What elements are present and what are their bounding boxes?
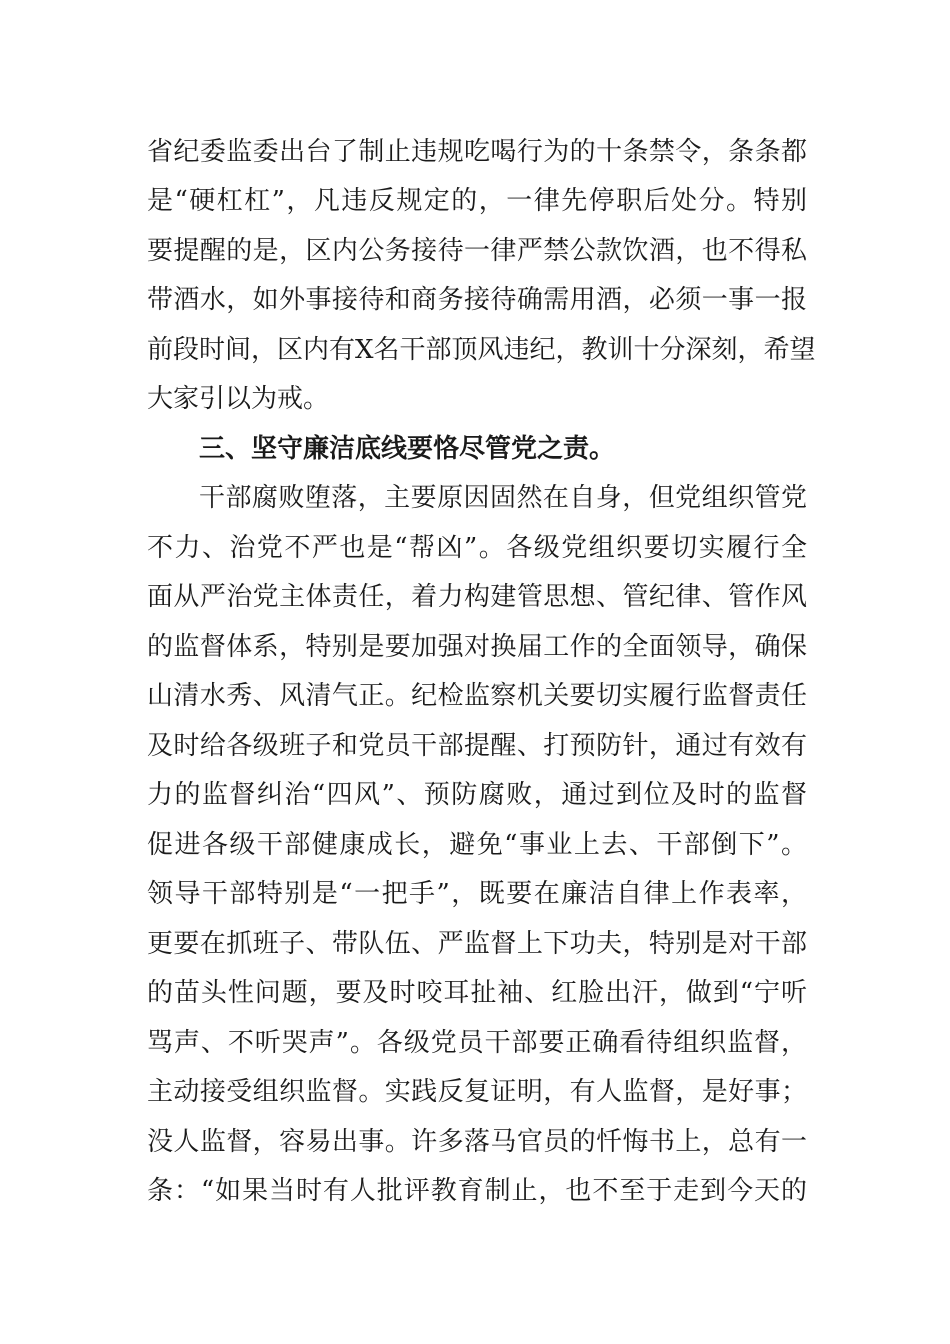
paragraph-2-line-7: 力的监督纠治“四风”、预防腐败，通过到位及时的监督 <box>147 780 807 810</box>
paragraph-2-line-4: 的监督体系，特别是要加强对换届工作的全面领导，确保 <box>147 632 807 662</box>
paragraph-2-line-6: 及时给各级班子和党员干部提醒、打预防针，通过有效有 <box>147 731 807 761</box>
paragraph-2-line-11: 的苗头性问题，要及时咬耳扯袖、红脸出汗，做到“宁听 <box>147 978 807 1008</box>
paragraph-2-line-2: 不力、治党不严也是“帮凶”。各级党组织要切实履行全 <box>147 533 807 563</box>
paragraph-2-line-3: 面从严治党主体责任，着力构建管思想、管纪律、管作风 <box>147 582 807 612</box>
paragraph-1-line-5: 前段时间，区内有X名干部顶风违纪，教训十分深刻，希望 <box>147 335 816 365</box>
paragraph-2-line-8: 促进各级干部健康成长，避免“事业上去、干部倒下”。 <box>147 830 807 860</box>
paragraph-1-line-2: 是“硬杠杠”，凡违反规定的，一律先停职后处分。特别 <box>147 186 807 216</box>
paragraph-2-line-1: 干部腐败堕落，主要原因固然在自身，但党组织管党 <box>199 483 807 513</box>
section-heading: 三、坚守廉洁底线要恪尽管党之责。 <box>199 434 616 464</box>
paragraph-2-line-10: 更要在抓班子、带队伍、严监督上下功夫，特别是对干部 <box>147 929 807 959</box>
paragraph-2-line-12: 骂声、不听哭声”。各级党员干部要正确看待组织监督， <box>147 1028 807 1058</box>
paragraph-1-line-3: 要提醒的是，区内公务接待一律严禁公款饮酒，也不得私 <box>147 236 807 266</box>
paragraph-2-line-5: 山清水秀、风清气正。纪检监察机关要切实履行监督责任 <box>147 681 807 711</box>
paragraph-2-line-15: 条：“如果当时有人批评教育制止，也不至于走到今天的 <box>147 1176 807 1206</box>
paragraph-1-line-4: 带酒水，如外事接待和商务接待确需用酒，必须一事一报 <box>147 285 807 315</box>
paragraph-2-line-14: 没人监督，容易出事。许多落马官员的忏悔书上，总有一 <box>147 1127 807 1157</box>
paragraph-1-line-6: 大家引以为戒。 <box>147 384 330 414</box>
paragraph-2-line-13: 主动接受组织监督。实践反复证明，有人监督，是好事； <box>147 1077 807 1107</box>
paragraph-1-line-1: 省纪委监委出台了制止违规吃喝行为的十条禁令，条条都 <box>147 137 807 167</box>
paragraph-2-line-9: 领导干部特别是“一把手”，既要在廉洁自律上作表率， <box>147 879 807 909</box>
